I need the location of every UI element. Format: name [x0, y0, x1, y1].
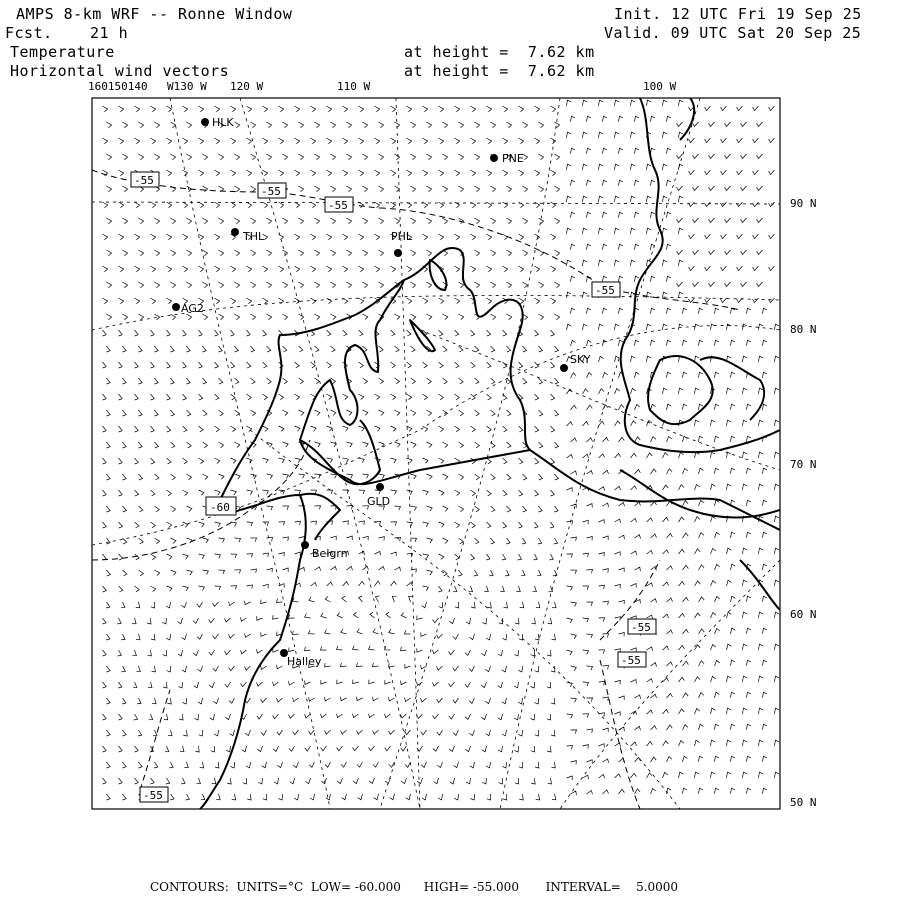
svg-text:-60: -60: [210, 501, 230, 514]
contour-label: [131, 172, 159, 187]
field-wind-vectors: Horizontal wind vectors: [10, 62, 230, 80]
field-temperature: Temperature: [10, 43, 115, 61]
map-frame: [92, 98, 780, 809]
contour-label: [628, 619, 656, 634]
lon-label-120w: 120 W: [230, 80, 264, 93]
station-label-ag2: AG2: [181, 302, 204, 315]
init-time: Init. 12 UTC Fri 19 Sep 25: [614, 5, 862, 23]
station-dot-hlk: [201, 118, 209, 126]
svg-text:-55: -55: [595, 284, 615, 297]
lat-label-50n: 50 N: [790, 796, 817, 809]
svg-text:-55: -55: [134, 174, 154, 187]
valid-time: Valid. 09 UTC Sat 20 Sep 25: [604, 24, 862, 42]
contour-legend: CONTOURS: UNITS=°C LOW= -60.000 HIGH= -55.000 INTERVAL= 5.0000: [150, 880, 679, 894]
station-label-hlk: HLK: [212, 116, 234, 129]
station-label-halley: Halley: [287, 655, 322, 668]
station-dot-sky: [560, 364, 568, 372]
svg-text:-55: -55: [261, 185, 281, 198]
svg-text:-55: -55: [143, 789, 163, 802]
wind-vector-field: [102, 100, 779, 800]
station-dot-ag2: [172, 303, 180, 311]
station-dot-thl: [231, 228, 239, 236]
station-dot-phl: [394, 249, 402, 257]
temperature-contours: [92, 170, 740, 809]
coastlines: [200, 98, 780, 809]
station-label-sky: SKY: [570, 353, 591, 366]
forecast-hours: 21 h: [90, 24, 129, 42]
contour-label: [325, 197, 353, 212]
lon-label-130w: W130 W: [167, 80, 207, 93]
contour-label: [140, 787, 168, 802]
lat-label-70n: 70 N: [790, 458, 817, 471]
station-label-belgrn: Belgrn: [312, 547, 348, 560]
station-dot-gld: [376, 483, 384, 491]
station-dot-pne: [490, 154, 498, 162]
lon-label-100w: 100 W: [643, 80, 677, 93]
lat-label-80n: 80 N: [790, 323, 817, 336]
station-label-thl: THL: [243, 230, 265, 243]
station-label-gld: GLD: [367, 495, 391, 508]
model-title: AMPS 8-km WRF -- Ronne Window: [16, 5, 293, 23]
station-label-phl: PHL: [391, 230, 413, 243]
contour-label: [618, 652, 646, 667]
station-label-pne: PNE: [502, 152, 524, 165]
svg-text:-55: -55: [621, 654, 641, 667]
height-temperature: at height = 7.62 km: [404, 43, 595, 61]
lon-label-160-150-140: 160150140: [88, 80, 148, 93]
station-dot-belgrn: [301, 541, 309, 549]
forecast-label: Fcst.: [5, 24, 53, 42]
contour-label: [206, 497, 236, 515]
graticule: [92, 98, 780, 809]
svg-text:-55: -55: [631, 621, 651, 634]
contour-label: [258, 183, 286, 198]
lat-label-60n: 60 N: [790, 608, 817, 621]
height-wind: at height = 7.62 km: [404, 62, 595, 80]
station-markers: [172, 118, 568, 657]
contour-label: [592, 282, 620, 297]
wind-barbs: [102, 100, 779, 800]
lon-label-110w: 110 W: [337, 80, 371, 93]
lat-label-90n: 90 N: [790, 197, 817, 210]
svg-text:-55: -55: [328, 199, 348, 212]
